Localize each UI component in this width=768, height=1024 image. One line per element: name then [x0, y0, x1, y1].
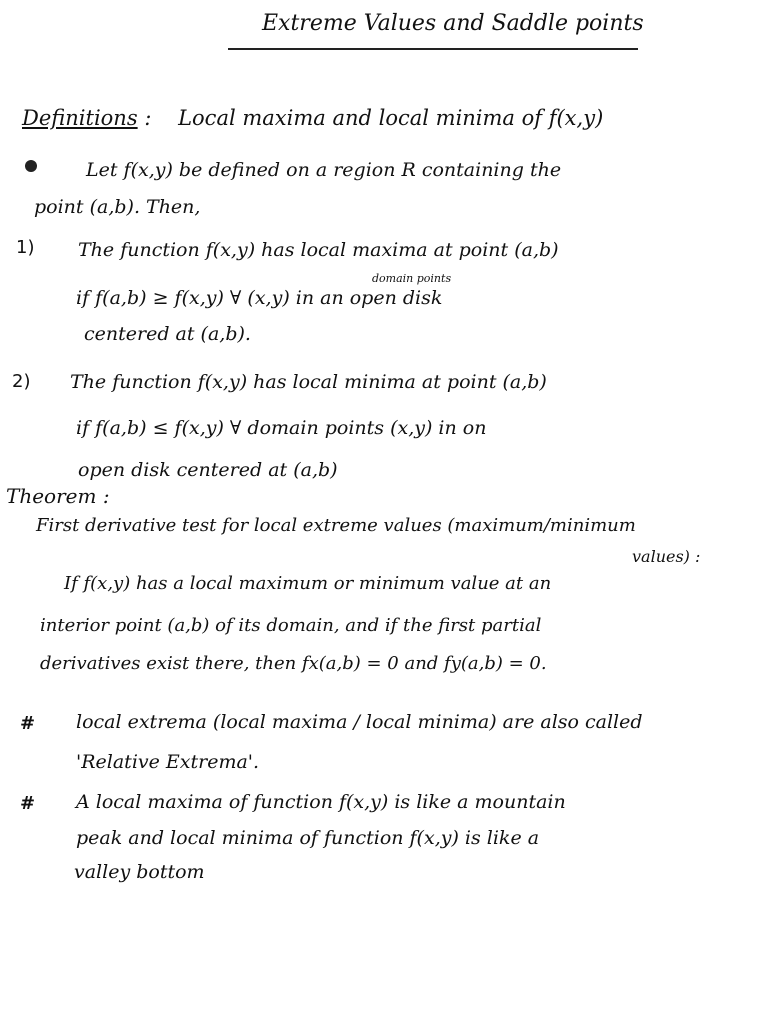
bullet-icon — [25, 160, 37, 172]
item-2-line-2: if f(a,b) ≤ f(x,y) ∀ domain points (x,y) in on — [76, 417, 487, 439]
item-1-line-3: centered at (a,b). — [84, 323, 251, 345]
item-1-line-2: if f(a,b) ≥ f(x,y) ∀ (x,y) in an open disk — [76, 287, 443, 309]
item-2-line-3: open disk centered at (a,b) — [78, 459, 338, 481]
item-1-annotation: domain points — [372, 272, 452, 285]
definitions-heading — [22, 106, 603, 130]
theorem-line-1: First derivative test for local extreme values (maximum/minimum — [36, 515, 636, 536]
item-1-line-1: The function f(x,y) has local maxima at point (a,b) — [78, 239, 559, 261]
definitions-label: Definitions — [22, 106, 138, 130]
definitions-colon: : — [144, 106, 152, 130]
item-1-number: 1) — [16, 237, 35, 258]
note-2-marker: # — [20, 793, 36, 814]
definitions-topic: Local maxima and local minima of f(x,y) — [178, 106, 604, 130]
note-1-line-2: 'Relative Extrema'. — [76, 751, 260, 773]
item-2-line-1: The function f(x,y) has local minima at point (a,b) — [70, 371, 547, 393]
theorem-line-4: derivatives exist there, then fx(a,b) = 0 and fy(a,b) = 0. — [40, 653, 547, 674]
note-2-line-1: A local maxima of function f(x,y) is like a mountain — [76, 791, 566, 813]
note-2-line-2: peak and local minima of function f(x,y) is like a — [76, 827, 540, 849]
page-title: Extreme Values and Saddle points — [262, 11, 644, 36]
theorem-line-3: interior point (a,b) of its domain, and if the first partial — [40, 615, 542, 636]
note-2-line-3: valley bottom — [74, 861, 205, 883]
note-1-marker: # — [20, 713, 36, 734]
note-1-line-1: local extrema (local maxima / local minima) are also called — [76, 711, 643, 733]
theorem-line-1b: values) : — [632, 547, 701, 566]
theorem-label: Theorem : — [6, 484, 110, 508]
intro-line-2: point (a,b). Then, — [34, 196, 201, 218]
intro-line-1: Let f(x,y) be defined on a region R containing the — [86, 159, 562, 181]
theorem-line-2: If f(x,y) has a local maximum or minimum value at an — [64, 573, 552, 594]
title-underline — [228, 48, 638, 50]
item-2-number: 2) — [12, 371, 31, 392]
